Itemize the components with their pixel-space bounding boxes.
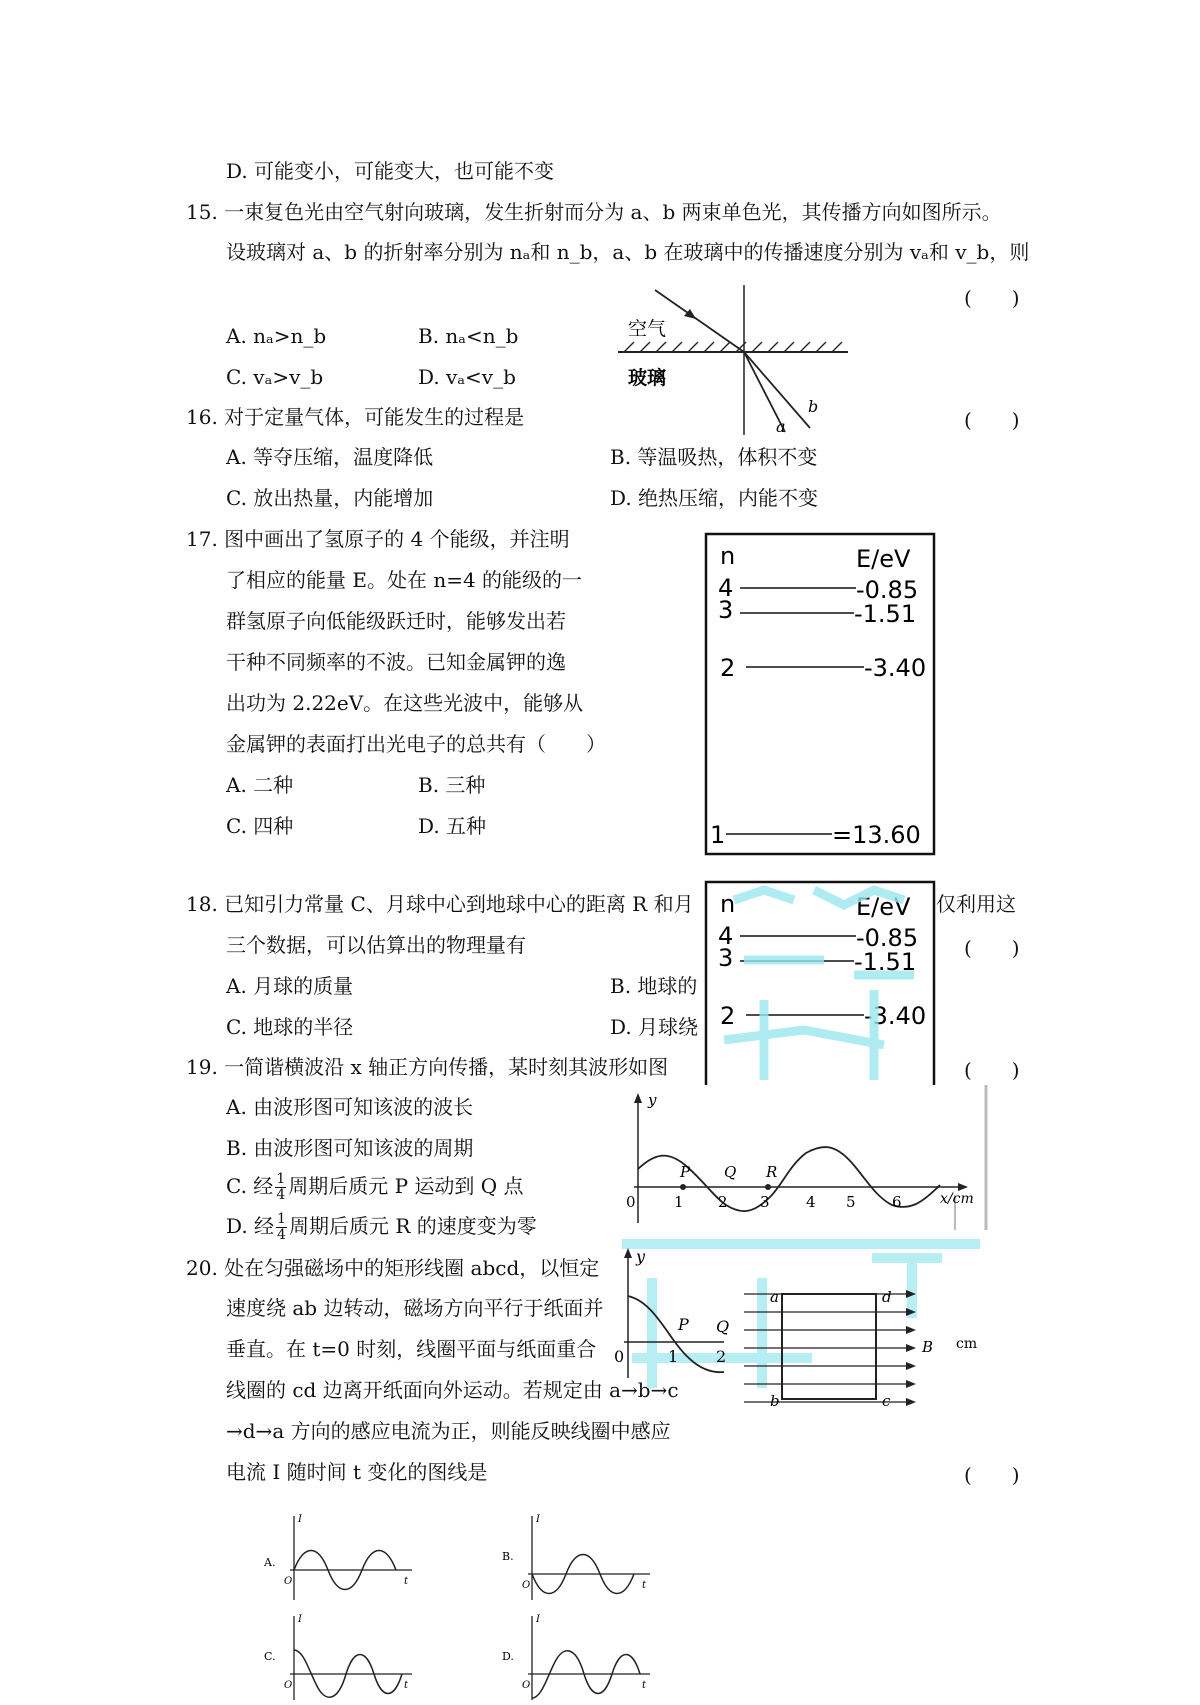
tick-2: 2 bbox=[718, 1193, 728, 1211]
graph-d-label: D. bbox=[502, 1650, 514, 1663]
q16-option-d: D. 绝热压缩，内能不变 bbox=[610, 486, 819, 510]
level-2-e-copy: -3.40 bbox=[864, 1002, 927, 1030]
q17-option-d: D. 五种 bbox=[418, 814, 487, 838]
q18-option-d: D. 月球绕 bbox=[610, 1015, 699, 1039]
q16-option-c: C. 放出热量，内能增加 bbox=[226, 486, 434, 510]
e-header: E/eV bbox=[856, 545, 911, 573]
q20-answer-paren: ( ) bbox=[964, 1463, 1020, 1487]
coil-figure bbox=[612, 1238, 990, 1416]
q17-stem-line4: 干种不同频率的不波。已知金属钾的逸 bbox=[226, 650, 566, 674]
level-2-e: -3.40 bbox=[864, 654, 927, 682]
tick-5: 5 bbox=[846, 1193, 856, 1211]
fraction-quarter: $\frac{1}{4}$ bbox=[276, 1171, 286, 1203]
fraction-quarter: $\frac{1}{4}$ bbox=[277, 1211, 286, 1243]
q17-option-c: C. 四种 bbox=[226, 814, 294, 838]
q20-stem-line3: 垂直。在 t=0 时刻，线圈平面与纸面重合 bbox=[226, 1337, 597, 1361]
q17-option-b: B. 三种 bbox=[418, 773, 486, 797]
field-lines bbox=[744, 1294, 912, 1402]
level-4-n-copy: 4 bbox=[718, 922, 734, 950]
q19-option-b: B. 由波形图可知该波的周期 bbox=[226, 1136, 474, 1160]
wave-copy-0: 0 bbox=[614, 1347, 625, 1366]
q15-stem-line2: 设玻璃对 a、b 的折射率分别为 nₐ和 n_b，a、b 在玻璃中的传播速度分别为 vₐ和 v_b，则 bbox=[226, 240, 1030, 264]
graph-a-label: A. bbox=[264, 1556, 276, 1569]
q17-stem-line5: 出功为 2.22eV。在这些光波中，能够从 bbox=[226, 691, 584, 715]
q16-option-b: B. 等温吸热，体积不变 bbox=[610, 445, 818, 469]
wave-copy-y: y bbox=[636, 1247, 646, 1266]
level-1-e: =13.60 bbox=[832, 821, 921, 849]
wave-copy-Q: Q bbox=[716, 1317, 730, 1336]
q16-answer-paren: ( ) bbox=[964, 408, 1020, 432]
q18-option-b: B. 地球的 bbox=[610, 974, 698, 998]
level-4-n: 4 bbox=[718, 574, 734, 602]
e-header-copy: E/eV bbox=[856, 893, 911, 921]
q19-option-d: D. 经 $\frac{1}{4}$ 周期后质元 R 的速度变为零 bbox=[226, 1211, 537, 1243]
tick-4: 4 bbox=[806, 1193, 816, 1211]
tick-0: 0 bbox=[626, 1193, 636, 1211]
coil-d: d bbox=[882, 1288, 892, 1306]
q15-option-a: A. nₐ>n_b bbox=[226, 324, 327, 348]
graph-a-O: O bbox=[284, 1576, 293, 1587]
tick-1: 1 bbox=[674, 1193, 684, 1211]
graph-d-O: O bbox=[522, 1680, 531, 1691]
graph-b-t: t bbox=[642, 1580, 647, 1591]
field-B: B bbox=[922, 1338, 934, 1356]
graph-c-I: I bbox=[298, 1614, 302, 1625]
glass-label: 玻璃 bbox=[628, 367, 667, 389]
Q-label: Q bbox=[724, 1163, 737, 1181]
q17-stem-line2: 了相应的能量 E。处在 n=4 的能级的一 bbox=[226, 568, 583, 592]
q17-stem-line3: 群氢原子向低能级跃迁时，能够发出若 bbox=[226, 609, 566, 633]
level-3-e: -1.51 bbox=[854, 600, 917, 628]
coil-b: b bbox=[770, 1392, 780, 1410]
q18-option-a: A. 月球的质量 bbox=[226, 974, 354, 998]
graph-option-c bbox=[260, 1610, 420, 1705]
refraction-figure bbox=[610, 280, 860, 440]
graph-c-O: O bbox=[284, 1680, 293, 1691]
graph-d-I: I bbox=[536, 1614, 540, 1625]
level-3-n-copy: 3 bbox=[718, 944, 734, 972]
graph-a-I: I bbox=[298, 1514, 302, 1525]
y-label: y bbox=[648, 1091, 657, 1109]
q16-option-a: A. 等夺压缩，温度降低 bbox=[226, 445, 434, 469]
R-label: R bbox=[766, 1163, 778, 1181]
coil-rectangle bbox=[782, 1294, 876, 1399]
graph-b-label: B. bbox=[502, 1550, 514, 1563]
q19-stem: 19. 一简谐横波沿 x 轴正方向传播，某时刻其波形如图 bbox=[186, 1055, 669, 1079]
q20-stem-line1: 20. 处在匀强磁场中的矩形线圈 abcd，以恒定 bbox=[186, 1256, 600, 1280]
q15-option-d: D. vₐ<v_b bbox=[418, 365, 516, 389]
level-3-e-copy: -1.51 bbox=[854, 948, 917, 976]
energy-level-diagram bbox=[704, 532, 938, 857]
graph-b-I: I bbox=[536, 1514, 540, 1525]
q19-option-a: A. 由波形图可知该波的波长 bbox=[226, 1095, 474, 1119]
graph-c-label: C. bbox=[264, 1650, 276, 1663]
q15-option-b: B. nₐ<n_b bbox=[418, 324, 519, 348]
q20-stem-line4: 线圈的 cd 边离开纸面向外运动。若规定由 a→b→c bbox=[226, 1378, 679, 1402]
ray-a-label: a bbox=[776, 417, 786, 436]
air-label: 空气 bbox=[628, 318, 667, 340]
x-label: x/cm bbox=[940, 1191, 974, 1207]
level-3-n: 3 bbox=[718, 596, 734, 624]
level-1-n: 1 bbox=[710, 821, 726, 849]
q18-answer-paren: ( ) bbox=[964, 936, 1020, 960]
q17-option-a: A. 二种 bbox=[226, 773, 294, 797]
wave-figure bbox=[610, 1085, 995, 1235]
level-2-n: 2 bbox=[720, 654, 736, 682]
graph-option-d bbox=[498, 1610, 658, 1705]
q15-answer-paren: ( ) bbox=[964, 286, 1020, 310]
graph-option-b bbox=[498, 1510, 658, 1605]
n-header: n bbox=[720, 542, 736, 570]
q18-option-c: C. 地球的半径 bbox=[226, 1015, 354, 1039]
q19-option-c: C. 经 $\frac{1}{4}$ 周期后质元 P 运动到 Q 点 bbox=[226, 1171, 524, 1203]
graph-b-O: O bbox=[522, 1580, 531, 1591]
graph-a-t: t bbox=[404, 1576, 409, 1587]
q14-option-d: D. 可能变小，可能变大，也可能不变 bbox=[226, 159, 555, 183]
ray-b-label: b bbox=[808, 397, 819, 416]
wave-copy-2: 2 bbox=[716, 1347, 727, 1366]
q20-stem-line6: 电流 I 随时间 t 变化的图线是 bbox=[226, 1460, 488, 1484]
q18-stem-line2: 三个数据，可以估算出的物理量有 bbox=[226, 933, 526, 957]
level-2-n-copy: 2 bbox=[720, 1002, 736, 1030]
q15-option-c: C. vₐ>v_b bbox=[226, 365, 324, 389]
q18-stem-line1-end: 仅利用这 bbox=[936, 892, 1016, 916]
q18-stem-line1: 18. 已知引力常量 C、月球中心到地球中心的距离 R 和月 bbox=[186, 892, 694, 916]
tick-6: 6 bbox=[892, 1193, 902, 1211]
q20-stem-line5: →d→a 方向的感应电流为正，则能反映线圈中感应 bbox=[226, 1419, 671, 1443]
graph-c-t: t bbox=[404, 1680, 409, 1691]
coil-a: a bbox=[770, 1288, 779, 1306]
graph-d-t: t bbox=[642, 1680, 647, 1691]
wave-copy-P: P bbox=[678, 1315, 689, 1334]
q17-stem-line1: 17. 图中画出了氢原子的 4 个能级，并注明 bbox=[186, 527, 570, 551]
graph-option-a bbox=[260, 1510, 420, 1605]
tick-3: 3 bbox=[760, 1193, 770, 1211]
q20-stem-line2: 速度绕 ab 边转动，磁场方向平行于纸面并 bbox=[226, 1296, 604, 1320]
level-4-e: -0.85 bbox=[856, 576, 919, 604]
energy-level-diagram-copy bbox=[704, 880, 938, 1085]
q19-answer-paren: ( ) bbox=[964, 1058, 1020, 1082]
q16-stem: 16. 对于定量气体，可能发生的过程是 bbox=[186, 405, 525, 429]
coil-c: c bbox=[882, 1392, 891, 1410]
n-header-copy: n bbox=[720, 890, 736, 918]
wave-copy-cm: cm bbox=[956, 1336, 978, 1352]
P-label: P bbox=[680, 1163, 691, 1181]
wave-copy-1: 1 bbox=[668, 1347, 679, 1366]
level-4-e-copy: -0.85 bbox=[856, 924, 919, 952]
q15-stem-line1: 15. 一束复色光由空气射向玻璃，发生折射而分为 a、b 两束单色光，其传播方向如图所示。 bbox=[186, 200, 1002, 224]
q17-stem-line6: 金属钾的表面打出光电子的总共有（ ） bbox=[226, 732, 606, 756]
incident-ray bbox=[655, 290, 744, 352]
